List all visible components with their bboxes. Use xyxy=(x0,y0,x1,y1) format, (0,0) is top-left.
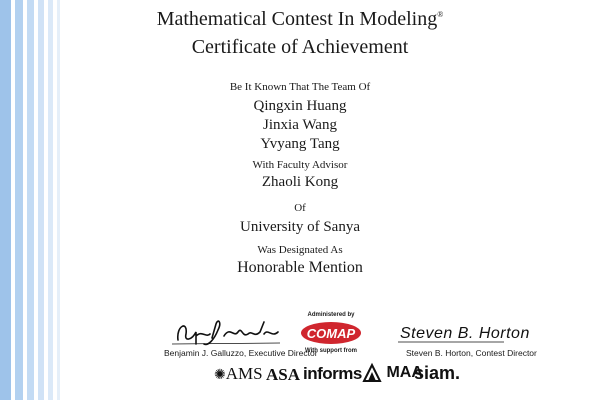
team-member-2: Jinxia Wang xyxy=(263,117,337,133)
stripe-2 xyxy=(15,0,23,400)
stripe-5 xyxy=(48,0,53,400)
contest-title xyxy=(0,8,600,31)
informs-logo: informs xyxy=(303,364,362,383)
team-member-3: Yvyang Tang xyxy=(260,136,340,152)
maa-text: MAA xyxy=(386,364,423,381)
left-signature xyxy=(172,316,282,348)
institution-name: University of Sanya xyxy=(240,219,360,235)
comap-administered-text: Administered by xyxy=(307,312,355,318)
registered-mark: ® xyxy=(437,10,444,19)
comap-support-text: With support from xyxy=(305,348,357,354)
stripe-1 xyxy=(0,0,11,400)
stripe-6 xyxy=(57,0,60,400)
siam-logo: siam. xyxy=(414,363,461,383)
comap-logo xyxy=(300,320,362,351)
stripe-4 xyxy=(38,0,44,400)
svg-text:COMAP: COMAP xyxy=(306,326,356,341)
intro-text: Be It Known That The Team Of xyxy=(229,81,371,93)
svg-text:Steven B. Horton: Steven B. Horton xyxy=(400,325,530,342)
right-signature-caption: Steven B. Horton, Contest Director xyxy=(406,348,537,358)
ams-logo: ✺AMS xyxy=(214,364,263,383)
ams-text: AMS xyxy=(225,364,263,383)
stripe-3 xyxy=(27,0,34,400)
of-label: Of xyxy=(294,202,306,214)
left-signature-caption: Benjamin J. Galluzzo, Executive Director xyxy=(164,348,318,358)
asa-logo: ASA xyxy=(266,365,301,384)
right-signature xyxy=(398,318,530,346)
designation-award: Honorable Mention xyxy=(237,259,363,276)
advisor-label: With Faculty Advisor xyxy=(252,159,348,171)
designation-label: Was Designated As xyxy=(257,244,343,256)
team-member-1: Qingxin Huang xyxy=(253,98,347,114)
contest-name: Mathematical Contest In Modeling xyxy=(156,8,438,30)
advisor-name: Zhaoli Kong xyxy=(261,174,339,190)
maa-emblem-icon xyxy=(362,363,382,383)
certificate-title: Certificate of Achievement xyxy=(191,36,409,58)
